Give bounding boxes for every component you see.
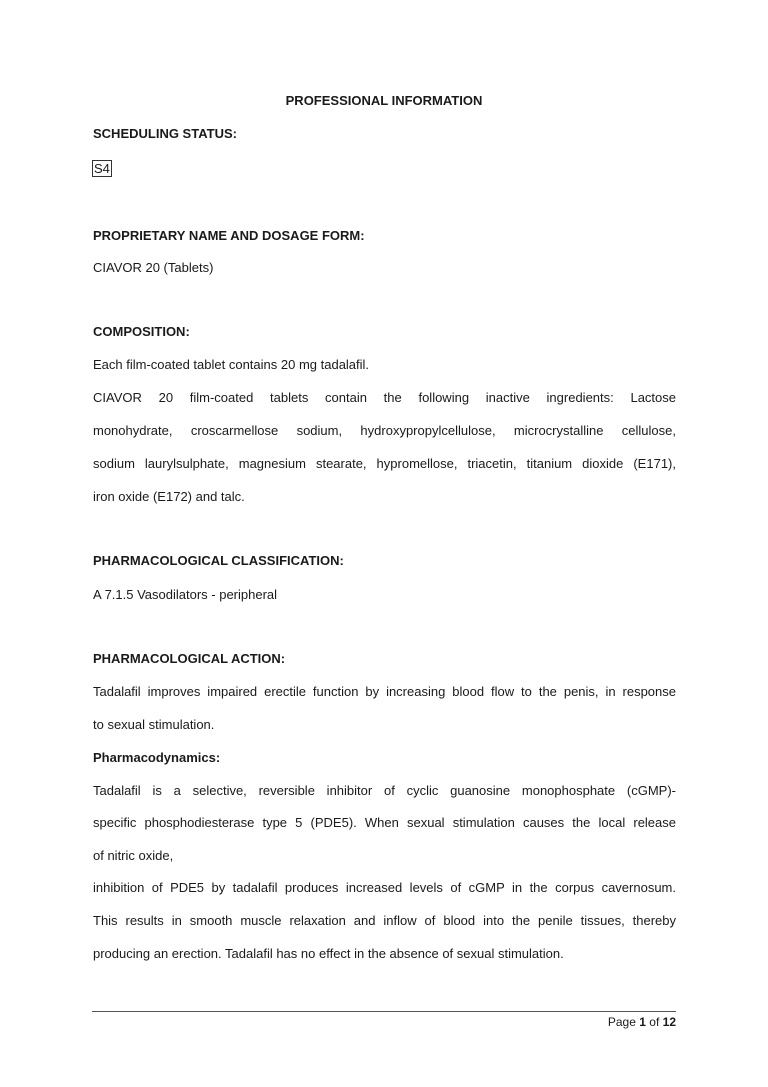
footer-divider — [92, 1011, 676, 1012]
scheduling-status-value: S4 — [94, 161, 110, 176]
page-label: Page — [607, 1015, 636, 1029]
page-total: 12 — [662, 1015, 676, 1029]
pharmacological-classification-heading: PHARMACOLOGICAL CLASSIFICATION: — [93, 553, 344, 568]
composition-inactive-line: sodium laurylsulphate, magnesium stearate, hypromellose, triacetin, titanium dioxide (E171), — [93, 456, 676, 471]
pharmacodynamics-line: inhibition of PDE5 by tadalafil produces increased levels of cGMP in the corpus cavernosum. — [93, 880, 676, 895]
document-title: PROFESSIONAL INFORMATION — [285, 93, 483, 108]
scheduling-status-heading: SCHEDULING STATUS: — [93, 126, 237, 141]
proprietary-name-value: CIAVOR 20 (Tablets) — [93, 260, 214, 275]
pharmacodynamics-line: Tadalafil is a selective, reversible inhibitor of cyclic guanosine monophosphate (cGMP)- — [93, 783, 676, 798]
pharmacological-action-line: to sexual stimulation. — [93, 717, 215, 732]
pharmacological-action-heading: PHARMACOLOGICAL ACTION: — [93, 651, 286, 666]
page-number — [608, 1015, 676, 1029]
proprietary-name-heading: PROPRIETARY NAME AND DOSAGE FORM: — [93, 228, 365, 243]
composition-line: Each film-coated tablet contains 20 mg tadalafil. — [93, 357, 370, 372]
pharmacodynamics-line: specific phosphodiesterase type 5 (PDE5). When sexual stimulation causes the local release — [93, 815, 676, 830]
pharmacodynamics-line: This results in smooth muscle relaxation and inflow of blood into the penile tissues, thereby — [93, 913, 676, 928]
composition-inactive-line: iron oxide (E172) and talc. — [93, 489, 245, 504]
page-current: 1 — [639, 1015, 646, 1029]
composition-heading: COMPOSITION: — [93, 324, 190, 339]
pharmacological-action-line: Tadalafil improves impaired erectile function by increasing blood flow to the penis, in response — [93, 684, 676, 699]
composition-inactive-line: monohydrate, croscarmellose sodium, hydroxypropylcellulose, microcrystalline cellulose, — [93, 423, 676, 438]
pharmacodynamics-heading: Pharmacodynamics: — [93, 750, 221, 765]
pharmacodynamics-line: producing an erection. Tadalafil has no effect in the absence of sexual stimulation. — [93, 946, 564, 961]
page-of-label: of — [649, 1015, 660, 1029]
composition-inactive-line: CIAVOR 20 film-coated tablets contain the following inactive ingredients: Lactose — [93, 390, 676, 405]
pharmacological-classification-value: A 7.1.5 Vasodilators - peripheral — [93, 587, 278, 602]
pharmacodynamics-line: of nitric oxide, — [93, 848, 174, 863]
